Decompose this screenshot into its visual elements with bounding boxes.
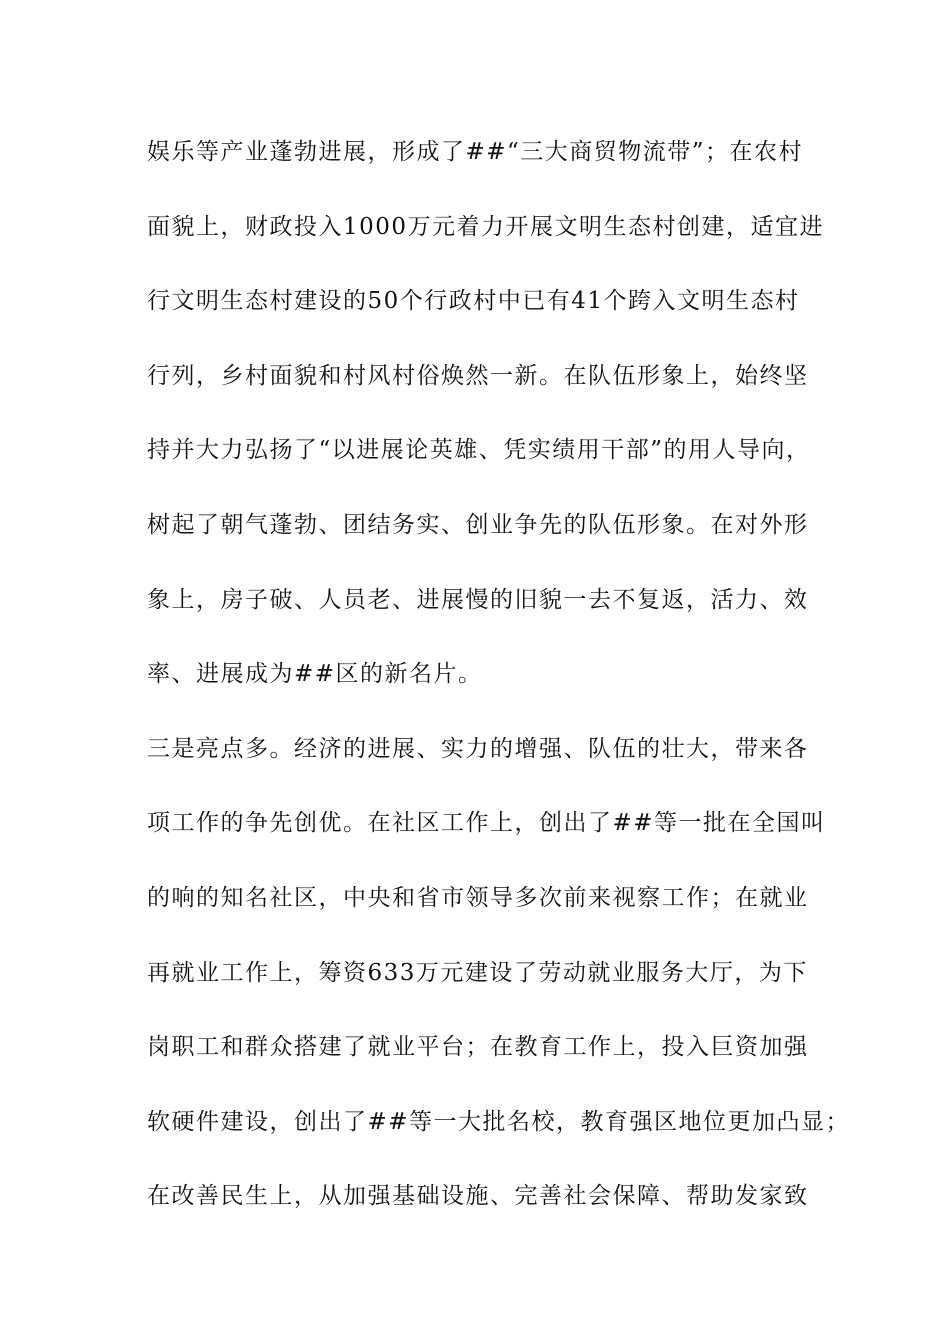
text-line: 再就业工作上，筹资633万元建设了劳动就业服务大厅，为下 (147, 959, 808, 986)
text-line: 在改善民生上，从加强基础设施、完善社会保障、帮助发家致 (147, 1183, 809, 1210)
text-line: 面貌上，财政投入1000万元着力开展文明生态村创建，适宜进 (147, 213, 825, 240)
text-line: 娱乐等产业蓬勃进展，形成了##“三大商贸物流带”；在农村 (147, 139, 804, 165)
body-text (147, 128, 851, 1247)
text-line: 持并大力弘扬了“以进展论英雄、凭实绩用干部”的用人导向， (147, 437, 811, 464)
text-line: 树起了朝气蓬勃、团结务实、创业争先的队伍形象。在对外形 (147, 511, 809, 538)
text-line: 岗职工和群众搭建了就业平台；在教育工作上，投入巨资加强 (147, 1034, 809, 1061)
text-line: 的响的知名社区，中央和省市领导多次前来视察工作；在就业 (147, 884, 809, 911)
text-line: 三是亮点多。经济的进展、实力的增强、队伍的壮大，带来各 (147, 735, 809, 762)
text-line: 行列，乡村面貌和村风村俗焕然一新。在队伍形象上，始终坚 (147, 362, 809, 389)
text-line: 软硬件建设，创出了##等一大批名校，教育强区地位更加凸显； (147, 1108, 851, 1135)
text-line: 行文明生态村建设的50个行政村中已有41个跨入文明生态村 (147, 288, 800, 315)
text-line: 率、进展成为##区的新名片。 (147, 661, 483, 688)
text-line: 象上，房子破、人员老、进展慢的旧貌一去不复返，活力、效 (147, 586, 809, 613)
text-line: 项工作的争先创优。在社区工作上，创出了##等一批在全国叫 (147, 810, 826, 837)
